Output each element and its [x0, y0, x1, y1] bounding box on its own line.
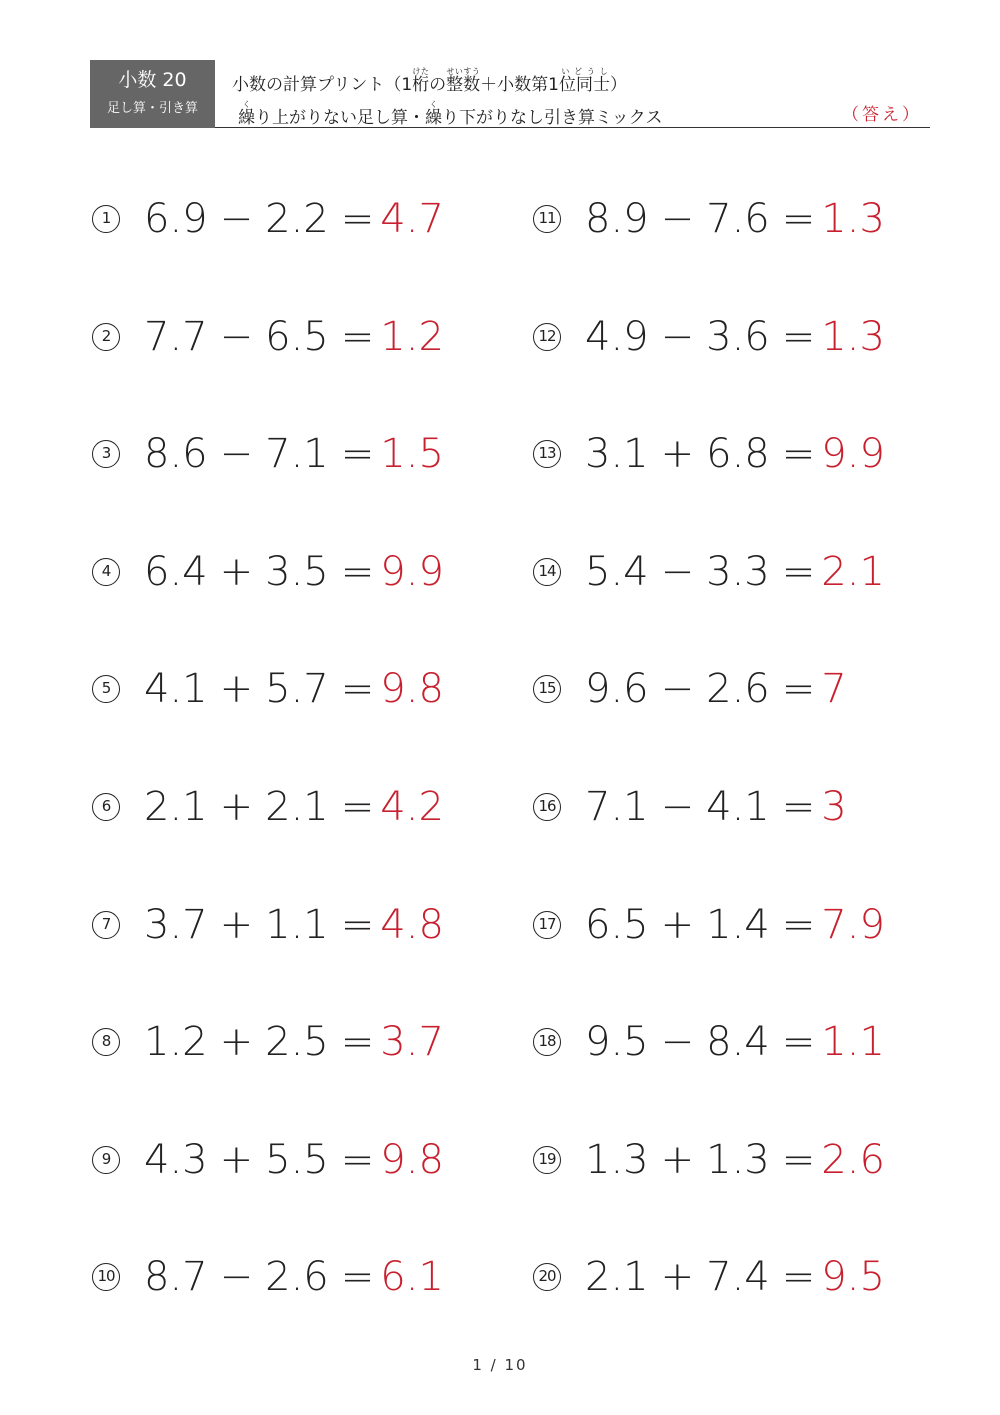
equals-sign: = [340, 1019, 375, 1065]
title-part: の [429, 75, 447, 95]
equals-sign: = [340, 431, 375, 477]
worksheet-title-line1 [232, 67, 627, 98]
equals-sign: = [781, 549, 816, 595]
problem-number: 3 [92, 440, 120, 468]
problem-number: 1 [92, 205, 120, 233]
answer-value: 3 [821, 784, 847, 830]
answer-value: 2.1 [821, 549, 885, 595]
operand-b: 3.5 [265, 549, 329, 595]
equals-sign: = [340, 196, 375, 242]
problem-expression [585, 311, 885, 363]
answer-value: 3.7 [380, 1019, 444, 1065]
equals-sign: = [340, 666, 375, 712]
answer-value: 9.9 [821, 431, 885, 477]
operand-a: 5.4 [585, 549, 649, 595]
problem-expression [585, 1134, 885, 1186]
operand-a: 6.9 [144, 196, 208, 242]
operand-b: 1.1 [265, 902, 329, 948]
answer-value: 9.8 [380, 1137, 444, 1183]
operand-b: 5.7 [265, 666, 329, 712]
problem-expression [144, 311, 444, 363]
problem-number: 12 [533, 323, 561, 351]
problem-number: 6 [92, 793, 120, 821]
operand-a: 6.5 [585, 902, 649, 948]
equals-sign: = [340, 314, 375, 360]
problem-number: 18 [533, 1028, 561, 1056]
problem-expression [585, 663, 847, 715]
operand-b: 7.1 [265, 431, 329, 477]
equals-sign: = [340, 902, 375, 948]
problem-expression [144, 1016, 444, 1068]
operand-a: 2.1 [585, 1254, 649, 1300]
problem-number: 15 [533, 675, 561, 703]
equals-sign: = [340, 784, 375, 830]
problem-expression [585, 1016, 885, 1068]
operator: + [219, 666, 254, 712]
equals-sign: = [781, 1137, 816, 1183]
problem-expression [585, 546, 885, 598]
title-keta: 桁けた [412, 67, 430, 95]
operator: − [219, 196, 254, 242]
operand-a: 1.2 [144, 1019, 208, 1065]
answer-value: 4.8 [380, 902, 444, 948]
operator: + [660, 902, 695, 948]
title-seisu: 整数せいすう [446, 67, 481, 95]
problem-number: 10 [92, 1263, 120, 1291]
operand-a: 7.7 [144, 314, 208, 360]
operand-a: 3.7 [144, 902, 208, 948]
operand-b: 2.2 [265, 196, 329, 242]
operand-a: 4.9 [585, 314, 649, 360]
title-part: ＋小数第1 [480, 75, 559, 95]
problem-expression [144, 663, 444, 715]
operator: + [660, 431, 695, 477]
operand-b: 1.3 [706, 1137, 770, 1183]
problem-expression [585, 899, 885, 951]
answer-label: （答え） [842, 105, 922, 125]
problem-number: 20 [533, 1263, 561, 1291]
operand-b: 3.3 [706, 549, 770, 595]
operand-a: 8.9 [585, 196, 649, 242]
equals-sign: = [781, 196, 816, 242]
header-divider [215, 127, 930, 128]
operator: − [219, 314, 254, 360]
title-digit: 1 [401, 75, 413, 95]
operand-a: 9.6 [585, 666, 649, 712]
equals-sign: = [781, 314, 816, 360]
problem-expression [144, 781, 444, 833]
operand-b: 1.4 [706, 902, 770, 948]
operand-b: 7.6 [706, 196, 770, 242]
answer-value: 4.2 [380, 784, 444, 830]
answer-value: 9.5 [821, 1254, 885, 1300]
equals-sign: = [781, 784, 816, 830]
answer-value: 1.3 [821, 314, 885, 360]
problem-expression [585, 1251, 885, 1303]
problem-number: 9 [92, 1146, 120, 1174]
badge-topic: 足し算・引き算 [106, 101, 198, 116]
operator: − [660, 314, 695, 360]
equals-sign: = [781, 666, 816, 712]
equals-sign: = [340, 1137, 375, 1183]
operator: − [660, 784, 695, 830]
title-part: り上がりない足し算・ [255, 108, 425, 128]
operand-b: 8.4 [706, 1019, 770, 1065]
operator: − [660, 549, 695, 595]
title-part: り下がりなし引き算ミックス [442, 108, 663, 128]
operand-b: 2.5 [265, 1019, 329, 1065]
answer-value: 1.1 [821, 1019, 885, 1065]
operator: + [219, 1137, 254, 1183]
operand-a: 1.3 [585, 1137, 649, 1183]
equals-sign: = [340, 549, 375, 595]
answer-value: 1.5 [380, 431, 444, 477]
answer-value: 4.7 [380, 196, 444, 242]
answer-value: 9.8 [380, 666, 444, 712]
answer-value: 7 [821, 666, 847, 712]
problem-expression [144, 193, 444, 245]
problem-expression [144, 1251, 444, 1303]
operand-a: 6.4 [144, 549, 208, 595]
answer-value: 7.9 [821, 902, 885, 948]
problem-number: 16 [533, 793, 561, 821]
operator: + [219, 1019, 254, 1065]
operand-b: 6.8 [706, 431, 770, 477]
operand-a: 3.1 [585, 431, 649, 477]
title-kuri: 繰く [425, 100, 442, 128]
operand-a: 8.7 [144, 1254, 208, 1300]
operator: − [219, 431, 254, 477]
equals-sign: = [781, 1254, 816, 1300]
equals-sign: = [781, 1019, 816, 1065]
title-part: 小数の計算プリント（ [232, 75, 402, 95]
problem-expression [144, 546, 444, 598]
answer-value: 2.6 [821, 1137, 885, 1183]
operand-b: 7.4 [706, 1254, 770, 1300]
operator: + [660, 1137, 695, 1183]
operator: − [660, 666, 695, 712]
worksheet-badge [90, 60, 215, 128]
operand-b: 2.6 [265, 1254, 329, 1300]
operand-b: 4.1 [706, 784, 770, 830]
operator: + [219, 902, 254, 948]
operand-b: 2.1 [265, 784, 329, 830]
problem-number: 2 [92, 323, 120, 351]
problem-expression [144, 899, 444, 951]
operand-b: 2.6 [706, 666, 770, 712]
problem-expression [144, 1134, 444, 1186]
equals-sign: = [781, 902, 816, 948]
problem-number: 8 [92, 1028, 120, 1056]
problem-number: 14 [533, 558, 561, 586]
operand-a: 2.1 [144, 784, 208, 830]
problem-number: 17 [533, 911, 561, 939]
equals-sign: = [781, 431, 816, 477]
answer-value: 9.9 [380, 549, 444, 595]
operator: − [219, 1254, 254, 1300]
page-number: 1 / 10 [472, 1356, 528, 1374]
operand-a: 4.3 [144, 1137, 208, 1183]
title-doushi: 位同士いどうし [558, 67, 610, 95]
answer-value: 1.3 [821, 196, 885, 242]
operator: − [660, 196, 695, 242]
operand-b: 5.5 [265, 1137, 329, 1183]
problem-number: 5 [92, 675, 120, 703]
operand-a: 9.5 [585, 1019, 649, 1065]
badge-level: 小数 20 [118, 69, 187, 91]
operator: + [219, 549, 254, 595]
title-kuri: 繰く [238, 100, 255, 128]
answer-value: 6.1 [380, 1254, 444, 1300]
equals-sign: = [340, 1254, 375, 1300]
operand-b: 6.5 [265, 314, 329, 360]
operator: + [219, 784, 254, 830]
problem-number: 4 [92, 558, 120, 586]
problem-expression [144, 428, 444, 480]
problem-number: 13 [533, 440, 561, 468]
answer-value: 1.2 [380, 314, 444, 360]
problem-number: 7 [92, 911, 120, 939]
problem-expression [585, 781, 847, 833]
operator: + [660, 1254, 695, 1300]
operand-b: 3.6 [706, 314, 770, 360]
problem-number: 11 [533, 205, 561, 233]
operator: − [660, 1019, 695, 1065]
problem-expression [585, 428, 885, 480]
problem-expression [585, 193, 885, 245]
title-part: ） [609, 75, 627, 95]
operand-a: 7.1 [585, 784, 649, 830]
operand-a: 8.6 [144, 431, 208, 477]
operand-a: 4.1 [144, 666, 208, 712]
problem-number: 19 [533, 1146, 561, 1174]
